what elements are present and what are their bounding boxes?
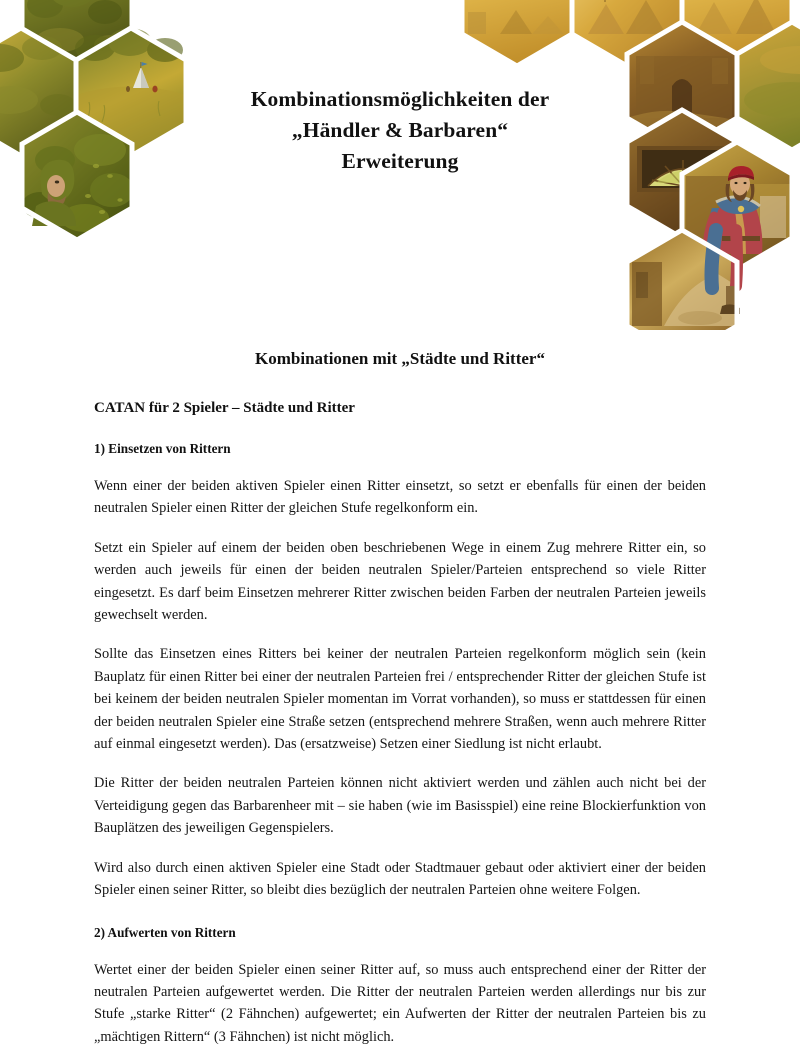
paragraph: Wenn einer der beiden aktiven Spieler einen Ritter einsetzt, so setzt er ebenfalls für einen der beiden neutralen Spieler einen Ritter der gleichen Stufe regelkonform ein. [94, 475, 706, 520]
item-heading-1: 1) Einsetzen von Rittern [94, 440, 706, 458]
document-title-line-1: Kombinationsmöglichkeiten der [150, 84, 650, 115]
document-title [150, 84, 650, 177]
paragraph: Setzt ein Spieler auf einem der beiden oben beschriebenen Wege in einem Zug mehrere Ritter ein, so werden auch jeweils für einen der beiden neutralen Spieler/Parteien entsprechend so viele Ritter eingesetzt. Es darf beim Einsetzen mehrerer Ritter zwischen beiden Farben der neutralen Parteien jeweils gewechselt werden. [94, 537, 706, 627]
document-body [94, 348, 706, 1048]
paragraph: Sollte das Einsetzen eines Ritters bei keiner der neutralen Parteien regelkonform möglich sein (kein Bauplatz für einen Ritter bei einer der neutralen Parteien frei / entsprechender Ritter der gleichen Stufe ist bei keinem der beiden neutralen Spieler momentan im Vorrat vorhanden), so muss er stattdessen für einen der beiden neutralen Spieler eine Straße setzen (entsprechend mehrere Straßen, wenn auch mehrere Ritter auf einmal eingesetzt werden). Das (ersatzweise) Setzen einer Siedlung ist nicht erlaubt. [94, 643, 706, 755]
item-heading-2: 2) Aufwerten von Rittern [94, 924, 706, 942]
document-title-line-3: Erweiterung [150, 146, 650, 177]
paragraph: Wird also durch einen aktiven Spieler eine Stadt oder Stadtmauer gebaut oder aktiviert einer der beiden Spieler einen seiner Ritter, so bleibt dies bezüglich der neutralen Parteien ohne weitere Folgen. [94, 857, 706, 902]
paragraph: Wertet einer der beiden Spieler einen seiner Ritter auf, so muss auch entsprechend einer der Ritter der neutralen Parteien aufgewertet werden. Die Ritter der neutralen Parteien werden allerdings nur bis zur Stufe „starke Ritter“ (2 Fähnchen) aufgewertet; ein Aufwerten der Ritter der neutralen Parteien bis zu „mächtigen Rittern“ (3 Fähnchen) ist nicht möglich. [94, 959, 706, 1048]
section-title: Kombinationen mit „Städte und Ritter“ [94, 348, 706, 370]
subsection-title: CATAN für 2 Spieler – Städte und Ritter [94, 398, 706, 418]
document-title-line-2: „Händler & Barbaren“ [150, 115, 650, 146]
paragraph: Die Ritter der beiden neutralen Parteien können nicht aktiviert werden und zählen auch nicht bei der Verteidigung gegen das Barbarenheer mit – sie haben (wie im Basisspiel) eine reine Blockierfunktion von Bauplätzen des jeweiligen Gegenspielers. [94, 772, 706, 839]
